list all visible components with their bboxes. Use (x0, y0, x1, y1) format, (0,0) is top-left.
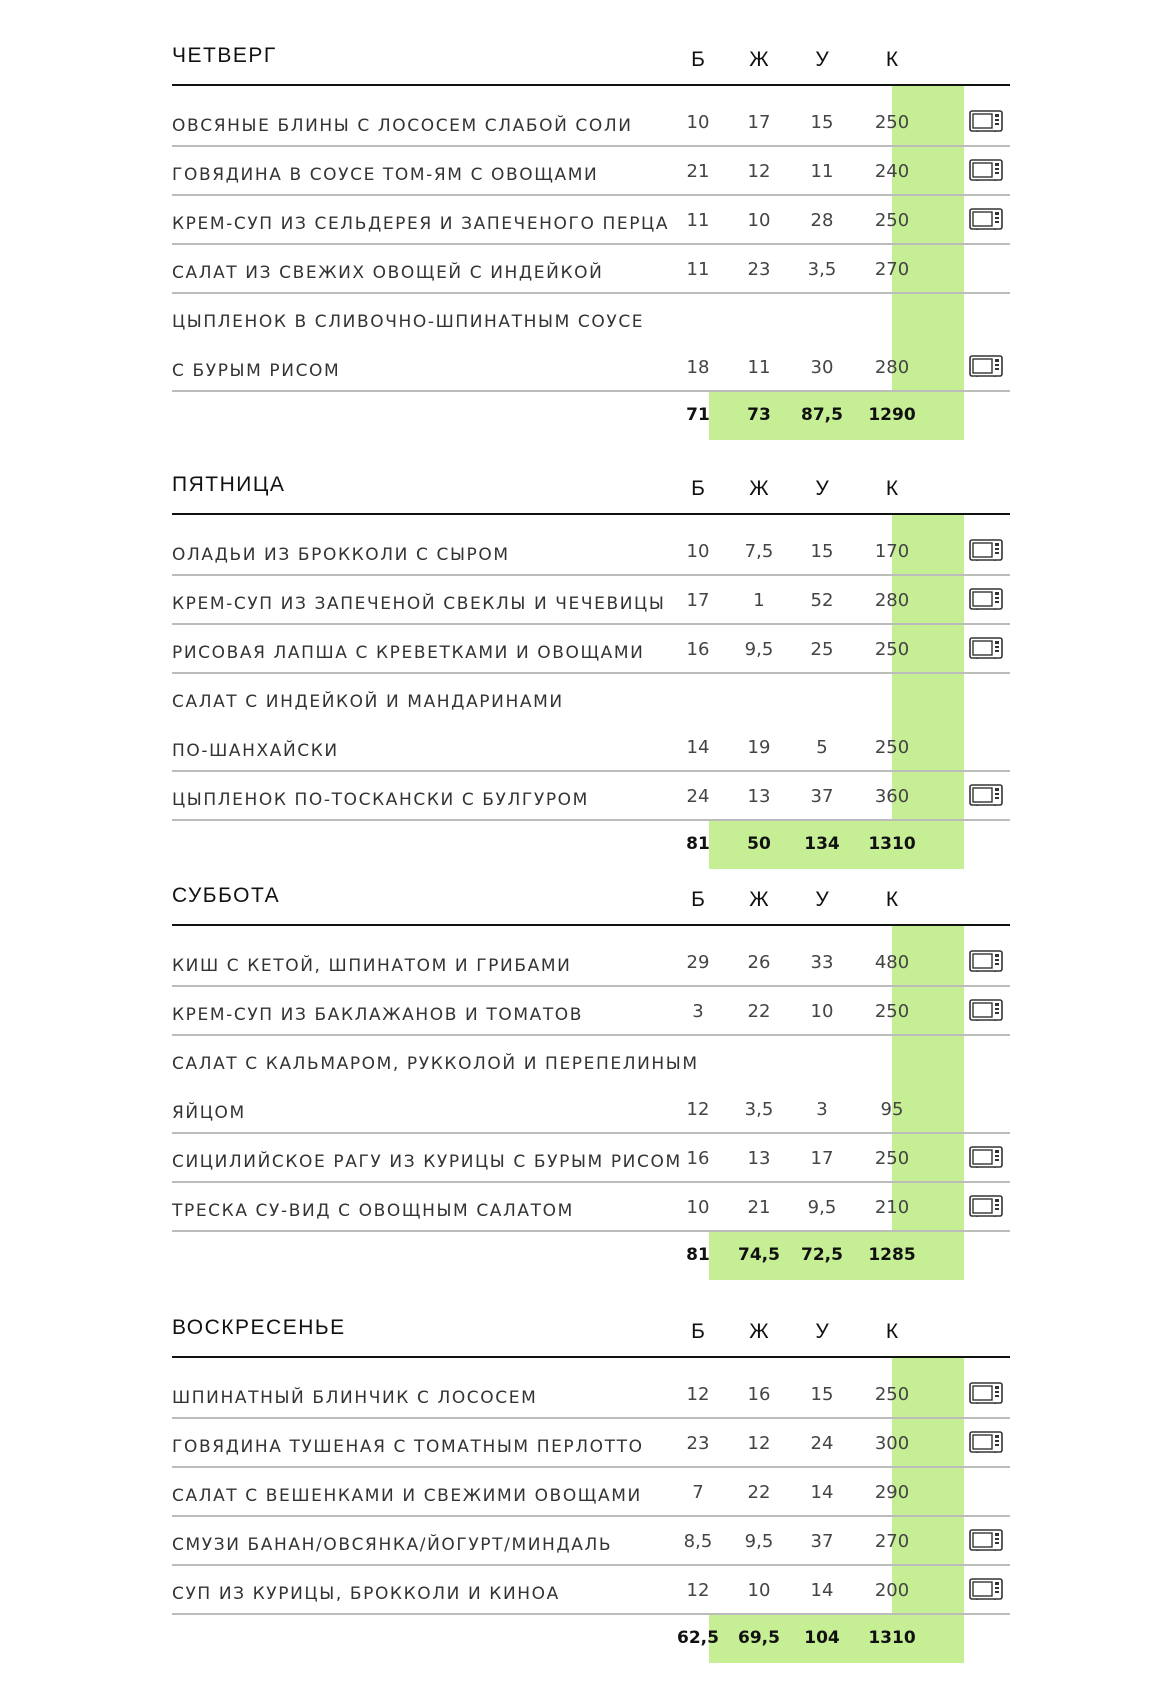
dish-name: КРЕМ-СУП ИЗ БАКЛАЖАНОВ И ТОМАТОВ (172, 1005, 584, 1025)
table-row (172, 1036, 1010, 1134)
value-kcal: 170 (874, 541, 910, 562)
value-carbs: 24 (810, 1433, 834, 1454)
column-header-carbs: У (815, 477, 829, 500)
value-protein: 24 (686, 786, 710, 807)
dish-list (172, 1370, 1010, 1663)
column-header-carbs: У (815, 1320, 829, 1343)
dish-name: СМУЗИ БАНАН/ОВСЯНКА/ЙОГУРТ/МИНДАЛЬ (172, 1535, 613, 1555)
total-fat: 73 (747, 405, 771, 425)
day-section (172, 876, 1010, 1265)
value-protein: 11 (686, 259, 710, 280)
value-carbs: 11 (810, 161, 834, 182)
value-carbs: 15 (810, 541, 834, 562)
value-kcal: 250 (874, 639, 910, 660)
value-kcal: 270 (874, 259, 910, 280)
value-fat: 12 (747, 1433, 771, 1454)
dish-name: ЯЙЦОМ (172, 1103, 246, 1123)
microwave-icon (969, 208, 1003, 230)
value-protein: 10 (686, 112, 710, 133)
value-fat: 12 (747, 161, 771, 182)
dish-name: СИЦИЛИЙСКОЕ РАГУ ИЗ КУРИЦЫ С БУРЫМ РИСОМ (172, 1152, 682, 1172)
dish-list (172, 527, 1010, 869)
microwave-icon (969, 539, 1003, 561)
value-fat: 22 (747, 1482, 771, 1503)
day-title: ЧЕТВЕРГ (172, 44, 277, 67)
value-fat: 1 (753, 590, 765, 611)
value-carbs: 37 (810, 786, 834, 807)
table-row (172, 245, 1010, 294)
dish-name: ЦЫПЛЕНОК В СЛИВОЧНО-ШПИНАТНЫМ СОУСЕ (172, 312, 645, 332)
microwave-icon (969, 1146, 1003, 1168)
value-carbs: 10 (810, 1001, 834, 1022)
dish-name: ТРЕСКА СУ-ВИД С ОВОЩНЫМ САЛАТОМ (172, 1201, 574, 1221)
microwave-icon (969, 159, 1003, 181)
value-kcal: 240 (874, 161, 910, 182)
total-protein: 71 (686, 405, 710, 425)
table-row (172, 938, 1010, 987)
value-carbs: 52 (810, 590, 834, 611)
value-fat: 23 (747, 259, 771, 280)
value-carbs: 33 (810, 952, 834, 973)
value-fat: 11 (747, 357, 771, 378)
column-header-carbs: У (815, 888, 829, 911)
value-kcal: 250 (874, 1148, 910, 1169)
table-row (172, 772, 1010, 821)
day-title: ВОСКРЕСЕНЬЕ (172, 1316, 346, 1339)
total-kcal: 1310 (868, 1628, 916, 1648)
column-header-kcal: К (885, 1320, 899, 1343)
value-protein: 3 (692, 1001, 704, 1022)
column-header-fat: Ж (749, 888, 769, 911)
value-carbs: 14 (810, 1482, 834, 1503)
microwave-icon (969, 355, 1003, 377)
dish-name: ГОВЯДИНА В СОУСЕ ТОМ-ЯМ С ОВОЩАМИ (172, 165, 599, 185)
column-header-protein: Б (691, 477, 705, 500)
total-protein: 81 (686, 1245, 710, 1265)
day-header (172, 36, 1010, 86)
total-fat: 50 (747, 834, 771, 854)
value-kcal: 270 (874, 1531, 910, 1552)
value-protein: 12 (686, 1099, 710, 1120)
table-row (172, 1419, 1010, 1468)
dish-name: СУП ИЗ КУРИЦЫ, БРОККОЛИ И КИНОА (172, 1584, 560, 1604)
dish-list (172, 938, 1010, 1280)
total-kcal: 1310 (868, 834, 916, 854)
value-kcal: 480 (874, 952, 910, 973)
value-kcal: 250 (874, 1384, 910, 1405)
value-fat: 10 (747, 210, 771, 231)
dish-name: САЛАТ С ИНДЕЙКОЙ И МАНДАРИНАМИ (172, 692, 564, 712)
value-fat: 3,5 (744, 1099, 774, 1120)
value-kcal: 250 (874, 737, 910, 758)
table-row (172, 294, 1010, 392)
value-protein: 16 (686, 639, 710, 660)
dish-list (172, 98, 1010, 440)
microwave-icon (969, 110, 1003, 132)
column-header-fat: Ж (749, 48, 769, 71)
totals-row (172, 1615, 1010, 1663)
column-header-kcal: К (885, 477, 899, 500)
dish-name: КРЕМ-СУП ИЗ СЕЛЬДЕРЕЯ И ЗАПЕЧЕНОГО ПЕРЦА (172, 214, 670, 234)
table-row (172, 527, 1010, 576)
table-row (172, 625, 1010, 674)
day-header (172, 465, 1010, 515)
dish-name: ОЛАДЬИ ИЗ БРОККОЛИ С СЫРОМ (172, 545, 510, 565)
value-carbs: 3,5 (807, 259, 837, 280)
table-row (172, 987, 1010, 1036)
column-header-protein: Б (691, 1320, 705, 1343)
value-kcal: 280 (874, 590, 910, 611)
value-protein: 16 (686, 1148, 710, 1169)
microwave-icon (969, 588, 1003, 610)
value-fat: 9,5 (744, 639, 774, 660)
total-carbs: 87,5 (801, 405, 843, 425)
table-row (172, 196, 1010, 245)
value-protein: 8,5 (683, 1531, 713, 1552)
value-fat: 16 (747, 1384, 771, 1405)
value-kcal: 200 (874, 1580, 910, 1601)
total-fat: 74,5 (738, 1245, 780, 1265)
dish-name: САЛАТ ИЗ СВЕЖИХ ОВОЩЕЙ С ИНДЕЙКОЙ (172, 263, 604, 283)
value-protein: 10 (686, 1197, 710, 1218)
total-carbs: 134 (804, 834, 840, 854)
day-header (172, 1308, 1010, 1358)
value-carbs: 25 (810, 639, 834, 660)
table-row (172, 674, 1010, 772)
value-kcal: 95 (880, 1099, 904, 1120)
value-kcal: 300 (874, 1433, 910, 1454)
day-header (172, 876, 1010, 926)
total-kcal: 1290 (868, 405, 916, 425)
value-carbs: 3 (816, 1099, 828, 1120)
dish-name: САЛАТ С КАЛЬМАРОМ, РУККОЛОЙ И ПЕРЕПЕЛИНЫМ (172, 1054, 699, 1074)
value-carbs: 30 (810, 357, 834, 378)
table-row (172, 1566, 1010, 1615)
value-protein: 10 (686, 541, 710, 562)
table-row (172, 1134, 1010, 1183)
value-protein: 17 (686, 590, 710, 611)
value-carbs: 14 (810, 1580, 834, 1601)
column-header-carbs: У (815, 48, 829, 71)
value-protein: 23 (686, 1433, 710, 1454)
table-row (172, 1370, 1010, 1419)
value-carbs: 5 (816, 737, 828, 758)
dish-name: С БУРЫМ РИСОМ (172, 361, 341, 381)
table-row (172, 98, 1010, 147)
value-carbs: 17 (810, 1148, 834, 1169)
value-carbs: 15 (810, 1384, 834, 1405)
totals-row (172, 1232, 1010, 1280)
microwave-icon (969, 784, 1003, 806)
value-fat: 9,5 (744, 1531, 774, 1552)
value-protein: 18 (686, 357, 710, 378)
column-header-fat: Ж (749, 1320, 769, 1343)
value-protein: 14 (686, 737, 710, 758)
value-kcal: 280 (874, 357, 910, 378)
table-row (172, 576, 1010, 625)
table-row (172, 1517, 1010, 1566)
total-fat: 69,5 (738, 1628, 780, 1648)
value-fat: 22 (747, 1001, 771, 1022)
value-kcal: 360 (874, 786, 910, 807)
total-carbs: 72,5 (801, 1245, 843, 1265)
dish-name: РИСОВАЯ ЛАПША С КРЕВЕТКАМИ И ОВОЩАМИ (172, 643, 645, 663)
value-fat: 26 (747, 952, 771, 973)
value-protein: 12 (686, 1580, 710, 1601)
column-header-protein: Б (691, 48, 705, 71)
value-fat: 19 (747, 737, 771, 758)
value-protein: 12 (686, 1384, 710, 1405)
value-kcal: 250 (874, 112, 910, 133)
microwave-icon (969, 1529, 1003, 1551)
value-fat: 17 (747, 112, 771, 133)
value-protein: 7 (692, 1482, 704, 1503)
microwave-icon (969, 999, 1003, 1021)
value-protein: 11 (686, 210, 710, 231)
column-header-protein: Б (691, 888, 705, 911)
day-title: ПЯТНИЦА (172, 473, 286, 496)
value-protein: 29 (686, 952, 710, 973)
value-carbs: 15 (810, 112, 834, 133)
value-carbs: 37 (810, 1531, 834, 1552)
value-fat: 13 (747, 786, 771, 807)
microwave-icon (969, 1578, 1003, 1600)
value-kcal: 250 (874, 210, 910, 231)
value-carbs: 9,5 (807, 1197, 837, 1218)
day-title: СУББОТА (172, 884, 281, 907)
microwave-icon (969, 1431, 1003, 1453)
totals-row (172, 821, 1010, 869)
total-carbs: 104 (804, 1628, 840, 1648)
total-protein: 81 (686, 834, 710, 854)
table-row (172, 1183, 1010, 1232)
day-section (172, 1308, 1010, 1648)
value-fat: 21 (747, 1197, 771, 1218)
microwave-icon (969, 637, 1003, 659)
dish-name: ЦЫПЛЕНОК ПО-ТОСКАНСКИ С БУЛГУРОМ (172, 790, 589, 810)
value-kcal: 210 (874, 1197, 910, 1218)
value-protein: 21 (686, 161, 710, 182)
day-section (172, 465, 1010, 854)
dish-name: ПО-ШАНХАЙСКИ (172, 741, 339, 761)
value-carbs: 28 (810, 210, 834, 231)
dish-name: ОВСЯНЫЕ БЛИНЫ С ЛОСОСЕМ СЛАБОЙ СОЛИ (172, 116, 633, 136)
table-row (172, 1468, 1010, 1517)
dish-name: КРЕМ-СУП ИЗ ЗАПЕЧЕНОЙ СВЕКЛЫ И ЧЕЧЕВИЦЫ (172, 594, 666, 614)
total-kcal: 1285 (868, 1245, 916, 1265)
value-fat: 7,5 (744, 541, 774, 562)
column-header-kcal: К (885, 48, 899, 71)
microwave-icon (969, 950, 1003, 972)
dish-name: КИШ С КЕТОЙ, ШПИНАТОМ И ГРИБАМИ (172, 956, 572, 976)
day-section (172, 36, 1010, 425)
totals-row (172, 392, 1010, 440)
column-header-fat: Ж (749, 477, 769, 500)
value-kcal: 250 (874, 1001, 910, 1022)
dish-name: ГОВЯДИНА ТУШЕНАЯ С ТОМАТНЫМ ПЕРЛОТТО (172, 1437, 644, 1457)
total-protein: 62,5 (677, 1628, 719, 1648)
microwave-icon (969, 1382, 1003, 1404)
value-kcal: 290 (874, 1482, 910, 1503)
column-header-kcal: К (885, 888, 899, 911)
value-fat: 10 (747, 1580, 771, 1601)
table-row (172, 147, 1010, 196)
value-fat: 13 (747, 1148, 771, 1169)
microwave-icon (969, 1195, 1003, 1217)
dish-name: САЛАТ С ВЕШЕНКАМИ И СВЕЖИМИ ОВОЩАМИ (172, 1486, 642, 1506)
dish-name: ШПИНАТНЫЙ БЛИНЧИК С ЛОСОСЕМ (172, 1388, 538, 1408)
